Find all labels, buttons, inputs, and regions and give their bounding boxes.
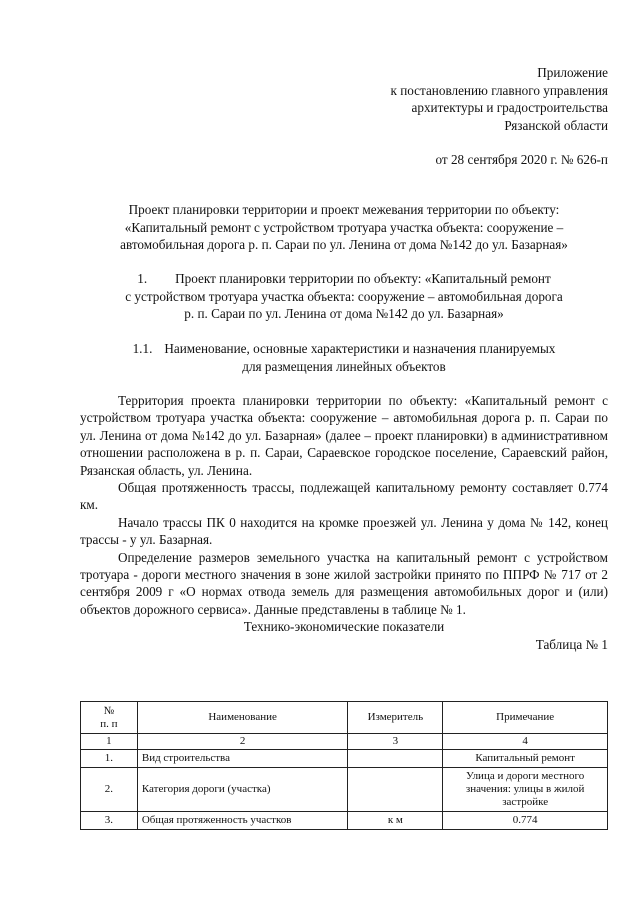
paragraph-length: Общая протяженность трассы, подлежащей капитальному ремонту составляет 0.774 км. [80,480,608,513]
section-1-1-line-1: Наименование, основные характеристики и назначения планируемых [164,341,556,356]
paragraph-land-plot: Определение размеров земельного участка на капитальный ремонт с устройством тротуара - дороги местного значения в зоне жилой застройки принято по ППРФ № 717 от 2 сентября 2009 г «О нормах отвода земель для размещения автомобильных дорог и (или) объектов дорожного сервиса». Данные представлены в таблице № 1. [80,549,608,617]
row-note: Улица и дороги местного значения: улицы в жилой застройке [443,768,608,812]
body-text [80,392,608,653]
row-number: 1. [81,750,138,768]
section-1-line-2: с устройством тротуара участка объекта: сооружение – автомобильная дорога [125,288,563,304]
row-number: 2. [81,768,138,812]
header-note: Примечание [443,702,608,734]
appendix-date: от 28 сентября 2020 г. № 626-п [435,152,608,167]
table-caption: Технико-экономические показатели [243,619,445,635]
appendix-header [390,64,608,169]
appendix-line-2: к постановлению главного управления [390,82,608,98]
row-note: 0.774 [443,812,608,830]
appendix-line-4: Рязанской области [504,117,608,133]
header-unit: Измеритель [348,702,443,734]
header-name: Наименование [137,702,348,734]
row-note: Капитальный ремонт [443,750,608,768]
row-name: Вид строительства [137,750,348,768]
document-title-line-2: «Капитальный ремонт с устройством тротуара участка объекта: сооружение – [124,219,564,235]
row-unit [348,750,443,768]
header-number: № п. п [81,702,138,734]
row-name: Категория дороги (участка) [137,768,348,812]
table-column-numbers-row [81,734,608,750]
paragraph-route: Начало трассы ПК 0 находится на кромке проезжей ул. Ленина у дома № 142, конец трассы - у ул. Базарная. [80,514,608,548]
paragraph-territory: Территория проекта планировки территории по объекту: «Капитальный ремонт с устройством тротуара участка объекта: сооружение – автомобильная дорога р. п. Сараи по ул. Ленина от дома №142 до ул. Базарная» (далее – проект планировки) в административном отношении расположена в р. п. Сараи, Сараевское городское поселение, Сараевский район, Рязанская область, ул. Ленина. [80,393,608,478]
document-title [80,201,608,254]
appendix-line-3: архитектуры и градостроительства [411,100,608,115]
document-title-line-3: автомобильная дорога р. п. Сараи по ул. Ленина от дома №142 до ул. Базарная» [120,237,568,252]
table-row [81,812,608,830]
section-1-line-1: Проект планировки территории по объекту: «Капитальный ремонт [175,271,551,286]
section-1-1-heading [80,340,608,375]
row-unit: к м [348,812,443,830]
document-title-line-1: Проект планировки территории и проект межевания территории по объекту: [128,202,560,217]
section-1-heading [80,270,608,323]
indicators-table [80,701,608,830]
section-1-number: 1. [137,271,148,286]
row-name: Общая протяженность участков [137,812,348,830]
row-number: 3. [81,812,138,830]
appendix-line-1: Приложение [537,65,608,80]
table-row [81,750,608,768]
table-header-row [81,702,608,734]
table-row [81,768,608,812]
section-1-line-3: р. п. Сараи по ул. Ленина от дома №142 до ул. Базарная» [184,306,504,321]
col-number-2: 2 [137,734,348,750]
section-1-1-number: 1.1. [132,341,153,356]
col-number-1: 1 [81,734,138,750]
section-1-1-line-2: для размещения линейных объектов [242,358,446,374]
table-label: Таблица № 1 [535,636,608,652]
col-number-3: 3 [348,734,443,750]
row-unit [348,768,443,812]
col-number-4: 4 [443,734,608,750]
